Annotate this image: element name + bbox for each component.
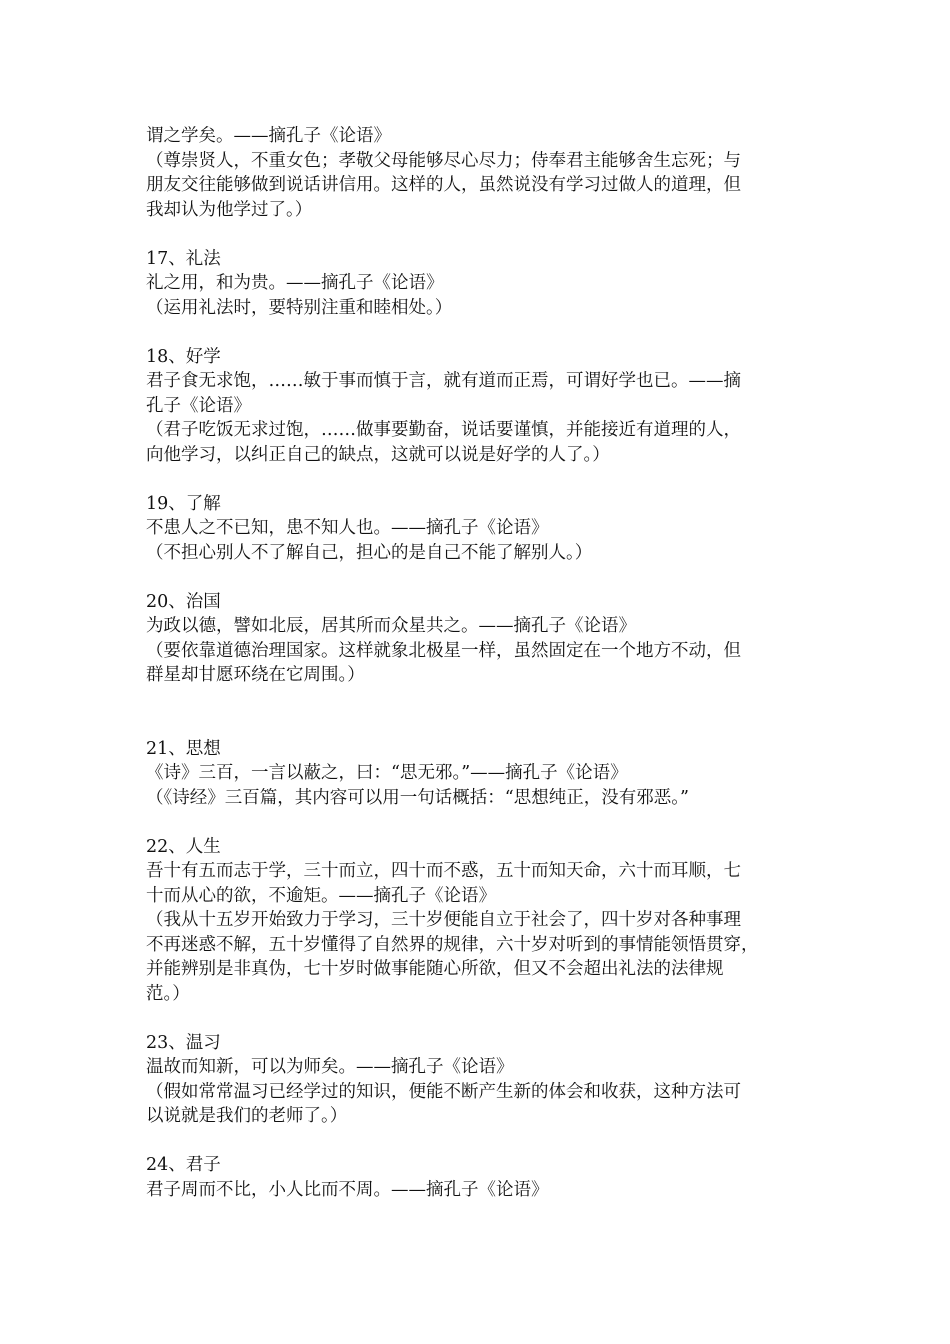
quote-line: 温故而知新，可以为师矣。——摘孔子《论语》 [146,1057,514,1077]
section-21 [146,737,816,811]
explanation-line: （不担心别人不了解自己，担心的是自己不能了解别人。） [146,542,593,563]
paragraph-gap [146,565,816,590]
explanation-line: （运用礼法时，要特别注重和睦相处。） [146,297,453,318]
explanation-line: 范。） [146,983,190,1004]
explanation-line: （要依靠道德治理国家。这样就象北极星一样，虽然固定在一个地方不动，但 [146,640,741,661]
quote-line: 十而从心的欲，不逾矩。——摘孔子《论语》 [146,885,496,906]
section-19 [146,492,816,566]
explanation-line: （君子吃饭无求过饱，……做事要勤奋，说话要谨慎，并能接近有道理的人， [146,420,741,440]
quote-line: 礼之用，和为贵。——摘孔子《论语》 [146,273,444,293]
document-page [146,124,816,1202]
section-22 [146,835,816,1007]
paragraph-gap [146,467,816,492]
section-heading: 20、治国 [146,591,221,612]
section-heading: 22、人生 [146,836,221,857]
paragraph-gap [146,222,816,247]
explanation-line: （我从十五岁开始致力于学习，三十岁便能自立于社会了，四十岁对各种事理 [146,910,741,930]
paragraph-gap [146,688,816,737]
paragraph-gap [146,810,816,835]
paragraph-gap [146,1129,816,1154]
paragraph-gap [146,1006,816,1031]
section-20 [146,590,816,688]
section-heading: 19、了解 [146,493,221,514]
explanation-line: （《诗经》三百篇，其内容可以用一句话概括：“思想纯正，没有邪恶。” [146,787,689,808]
section-18 [146,345,816,468]
section-heading: 18、好学 [146,346,221,367]
quote-line: 为政以德，譬如北辰，居其所而众星共之。——摘孔子《论语》 [146,616,636,636]
quote-line: 君子周而不比，小人比而不周。——摘孔子《论语》 [146,1179,549,1200]
text-line: 朋友交往能够做到说话讲信用。这样的人，虽然说没有学习过做人的道理，但 [146,175,741,195]
quote-line: 吾十有五而志于学，三十而立，四十而不惑，五十而知天命，六十而耳顺，七 [146,861,741,881]
section-17 [146,247,816,321]
text-line: 我却认为他学过了。） [146,199,313,220]
quote-line: 不患人之不已知，患不知人也。——摘孔子《论语》 [146,518,549,538]
quote-line: 君子食无求饱，……敏于事而慎于言，就有道而正焉，可谓好学也已。——摘 [146,371,741,391]
explanation-line: （假如常常温习已经学过的知识，便能不断产生新的体会和收获，这种方法可 [146,1081,741,1102]
section-23 [146,1031,816,1129]
intro-section [146,124,816,222]
section-heading: 24、君子 [146,1155,221,1175]
explanation-line: 并能辨别是非真伪，七十岁时做事能随心所欲，但又不会超出礼法的法律规 [146,959,724,979]
explanation-line: 不再迷惑不解，五十岁懂得了自然界的规律，六十岁对听到的事情能领悟贯穿， [146,934,759,955]
section-heading: 17、礼法 [146,248,221,269]
explanation-line: 向他学习，以纠正自己的缺点，这就可以说是好学的人了。） [146,444,610,465]
text-line: 谓之学矣。——摘孔子《论语》 [146,126,391,146]
quote-line: 孔子《论语》 [146,395,251,416]
section-heading: 23、温习 [146,1032,221,1053]
explanation-line: 以说就是我们的老师了。） [146,1106,348,1126]
paragraph-gap [146,320,816,345]
quote-line: 《诗》三百，一言以蔽之，曰：“思无邪。”——摘孔子《论语》 [146,763,628,783]
text-line: （尊崇贤人，不重女色；孝敬父母能够尽心尽力；侍奉君主能够舍生忘死；与 [146,150,741,171]
section-heading: 21、思想 [146,738,221,759]
explanation-line: 群星却甘愿环绕在它周围。） [146,665,365,685]
section-24 [146,1153,816,1202]
